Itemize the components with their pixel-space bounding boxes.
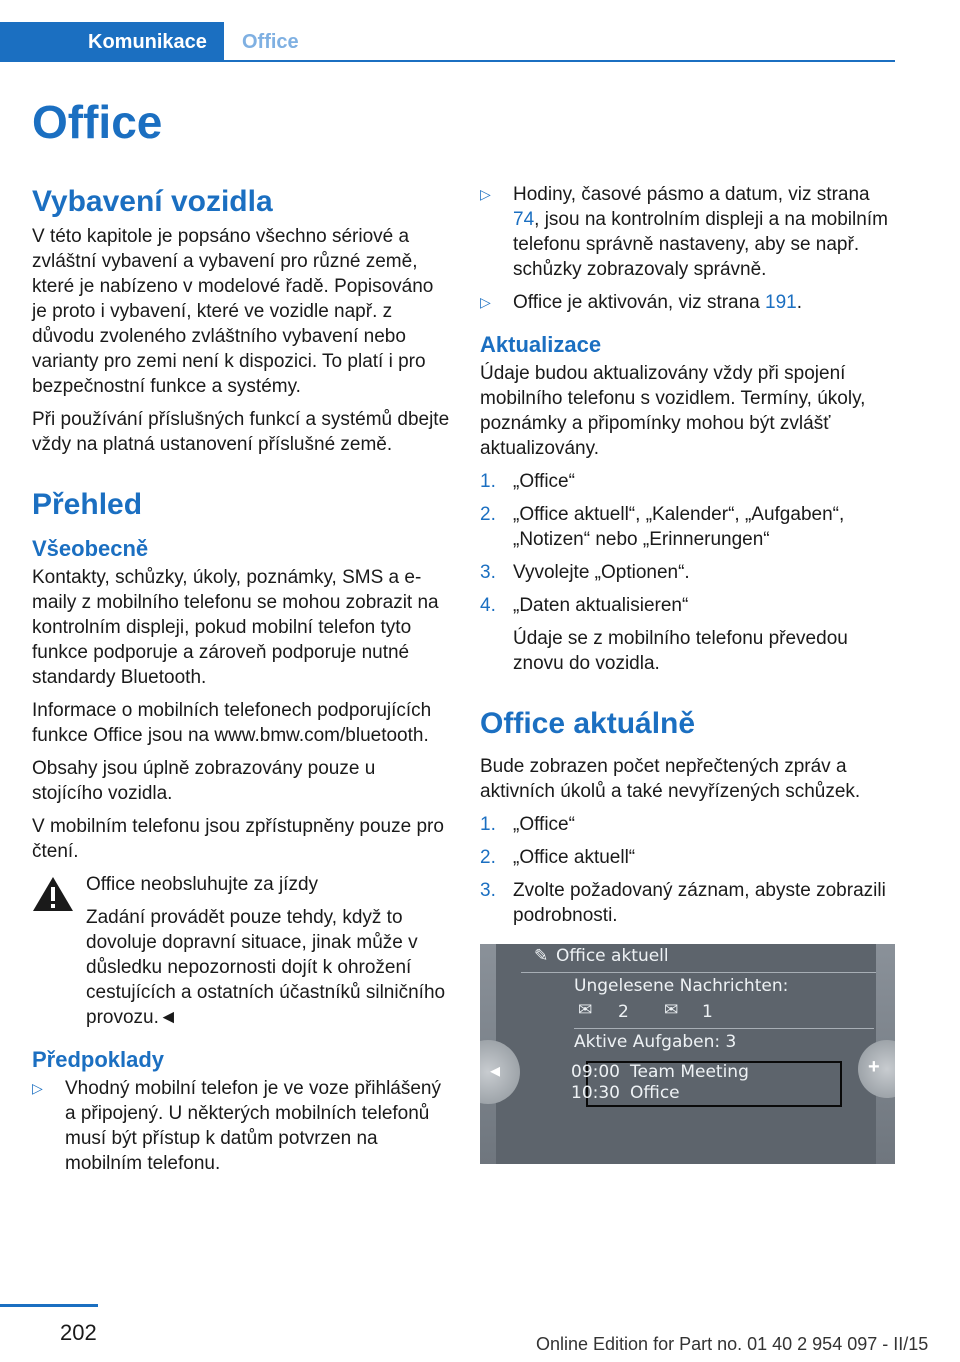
paragraph: Při používání příslušných funkcí a systémů dbejte vždy na platná ustanovení příslušné země. bbox=[32, 409, 450, 455]
step-note: Údaje se z mobilního telefonu převedou znovu do vozidla. bbox=[513, 628, 848, 674]
page-title: Office bbox=[32, 96, 163, 148]
step-number: 1. bbox=[480, 814, 496, 835]
steps-office-aktualne bbox=[480, 812, 898, 928]
appointment-time: 09:00 bbox=[571, 1062, 620, 1082]
list-item-text-a: Office je aktivován, viz strana bbox=[513, 292, 766, 313]
step-number: 2. bbox=[480, 504, 496, 525]
triangle-bullet-icon: ▷ bbox=[480, 294, 491, 310]
warning-block bbox=[32, 872, 450, 1030]
sms-count: 1 bbox=[702, 1002, 713, 1022]
step-text: „Office“ bbox=[513, 471, 575, 492]
page-header bbox=[0, 0, 895, 62]
appointment-name: Team Meeting bbox=[630, 1062, 749, 1082]
subsection-title-predpoklady: Předpoklady bbox=[32, 1047, 165, 1072]
page-number: 202 bbox=[60, 1320, 97, 1345]
footer-divider bbox=[0, 1304, 98, 1307]
step-text: „Office“ bbox=[513, 814, 575, 835]
triangle-bullet-icon: ▷ bbox=[32, 1080, 43, 1096]
tab-komunikace[interactable]: Komunikace bbox=[0, 22, 224, 62]
control-display-screenshot bbox=[480, 944, 895, 1164]
page-link-191[interactable]: 191 bbox=[765, 292, 797, 313]
warning-icon bbox=[32, 876, 74, 912]
steps-aktualizace bbox=[480, 469, 898, 618]
list-item bbox=[480, 290, 898, 315]
step-text: „Office aktuell“ bbox=[513, 847, 636, 868]
list-item-text: Vhodný mobilní telefon je ve voze přihlášený a připojený. U některých mobilních telefonů musí být přístup k datům potvrzen na mobilním telefonu. bbox=[65, 1078, 442, 1174]
appointment-name: Office bbox=[630, 1083, 680, 1103]
office-icon: ✎ bbox=[534, 946, 549, 966]
subsection-title-vseobecne: Všeobecně bbox=[32, 536, 149, 561]
warning-body: Zadání provádět pouze tehdy, když to dovoluje dopravní situace, jinak může v důsledku nepozornosti dojít k ohrožení cestujících a ostatních účastníků silničního provozu.◄ bbox=[86, 907, 446, 1028]
step-text: Zvolte požadovaný záznam, abyste zobrazili podrobnosti. bbox=[513, 880, 886, 926]
warning-text bbox=[32, 905, 450, 1030]
step-text: „Office aktuell“, „Kalender“, „Aufgaben“, „Notizen“ nebo „Erinnerungen“ bbox=[513, 504, 845, 550]
section-title-office-aktualne: Office aktuálně bbox=[480, 707, 696, 740]
step-item bbox=[480, 469, 898, 494]
right-column bbox=[480, 182, 898, 1164]
paragraph: V této kapitole je popsáno všechno sériové a zvláštní vybavení a vybavení pro různé země, které je nabízeno v modelové řadě. Popisováno je proto i vybavení, které ve vozidle např. z důvodu zvoleného zvláštního vybavení nebo varianty pro zemi není k dispozici. To platí i pro bezpečnostní funkce a systémy. bbox=[32, 226, 434, 397]
step-item bbox=[480, 878, 898, 928]
step-text: Vyvolejte „Optionen“. bbox=[513, 562, 690, 583]
triangle-bullet-icon: ▷ bbox=[480, 186, 491, 202]
paragraph: V mobilním telefonu jsou zpřístupněny pouze pro čtení. bbox=[32, 816, 444, 862]
prerequisites-list bbox=[32, 1076, 450, 1176]
subsection-title-aktualizace: Aktualizace bbox=[480, 332, 602, 357]
step-item bbox=[480, 502, 898, 552]
screen-divider bbox=[574, 1028, 874, 1029]
paragraph: Informace o mobilních telefonech podporujících funkce Office jsou na www.bmw.com/bluetooth. bbox=[32, 700, 432, 746]
screen-title: Office aktuell bbox=[556, 946, 669, 966]
step-item bbox=[480, 560, 898, 585]
tab-office[interactable]: Office bbox=[242, 31, 299, 53]
section-title-prehled: Přehled bbox=[32, 488, 143, 521]
mail-count: 2 bbox=[618, 1002, 629, 1022]
paragraph: Údaje budou aktualizovány vždy při spojení mobilního telefonu s vozidlem. Termíny, úkoly, poznámky a připomínky mohou být zvlášť aktualizovány. bbox=[480, 363, 866, 459]
list-item bbox=[480, 182, 898, 282]
tasks-label[interactable]: Aktive Aufgaben: 3 bbox=[574, 1032, 737, 1052]
step-item bbox=[480, 812, 898, 837]
list-item-text-b: . bbox=[796, 292, 803, 313]
step-number: 1. bbox=[480, 471, 496, 492]
paragraph: Obsahy jsou úplně zobrazovány pouze u stojícího vozidla. bbox=[32, 758, 376, 804]
appointment-time: 10:30 bbox=[571, 1083, 620, 1103]
page-link-74[interactable]: 74 bbox=[513, 209, 535, 230]
edition-note: Online Edition for Part no. 01 40 2 954 097 - II/15 bbox=[536, 1334, 929, 1354]
step-item bbox=[480, 845, 898, 870]
step-text: „Daten aktualisieren“ bbox=[513, 595, 689, 616]
plus-icon: + bbox=[868, 1056, 880, 1078]
step-number: 3. bbox=[480, 880, 496, 901]
list-item bbox=[32, 1076, 450, 1176]
step-number: 2. bbox=[480, 847, 496, 868]
unread-label: Ungelesene Nachrichten: bbox=[574, 976, 789, 996]
list-item-text-a: Hodiny, časové pásmo a datum, viz strana bbox=[513, 184, 870, 205]
step-number: 3. bbox=[480, 562, 496, 583]
list-item-text-b: , jsou na kontrolním displeji a na mobilním telefonu správně nastaveny, aby se např. schůzky zobrazovaly správně. bbox=[513, 209, 888, 280]
arrow-left-icon: ◂ bbox=[490, 1060, 501, 1082]
mail-icon: ✉ bbox=[578, 1000, 593, 1020]
step-number: 4. bbox=[480, 595, 496, 616]
prerequisites-list-cont bbox=[480, 182, 898, 315]
left-column bbox=[32, 182, 450, 1184]
warning-title: Office neobsluhujte za jízdy bbox=[86, 874, 319, 895]
header-divider bbox=[224, 60, 895, 62]
warning-end-icon: ◄ bbox=[158, 1007, 178, 1028]
display-area bbox=[496, 944, 876, 1164]
paragraph: Bude zobrazen počet nepřečtených zpráv a aktivních úkolů a také nevyřízených schůzek. bbox=[480, 756, 861, 802]
sms-icon: ✉ bbox=[664, 1000, 679, 1020]
screen-divider bbox=[521, 972, 876, 973]
paragraph: Kontakty, schůzky, úkoly, poznámky, SMS a e-maily z mobilního telefonu se mohou zobrazit na kontrolním displeji, pokud mobilní telefon tyto funkce podporuje a zároveň podporuje nutné standardy Bluetooth. bbox=[32, 567, 439, 688]
section-title-vybaveni: Vybavení vozidla bbox=[32, 185, 273, 218]
step-item bbox=[480, 593, 898, 618]
